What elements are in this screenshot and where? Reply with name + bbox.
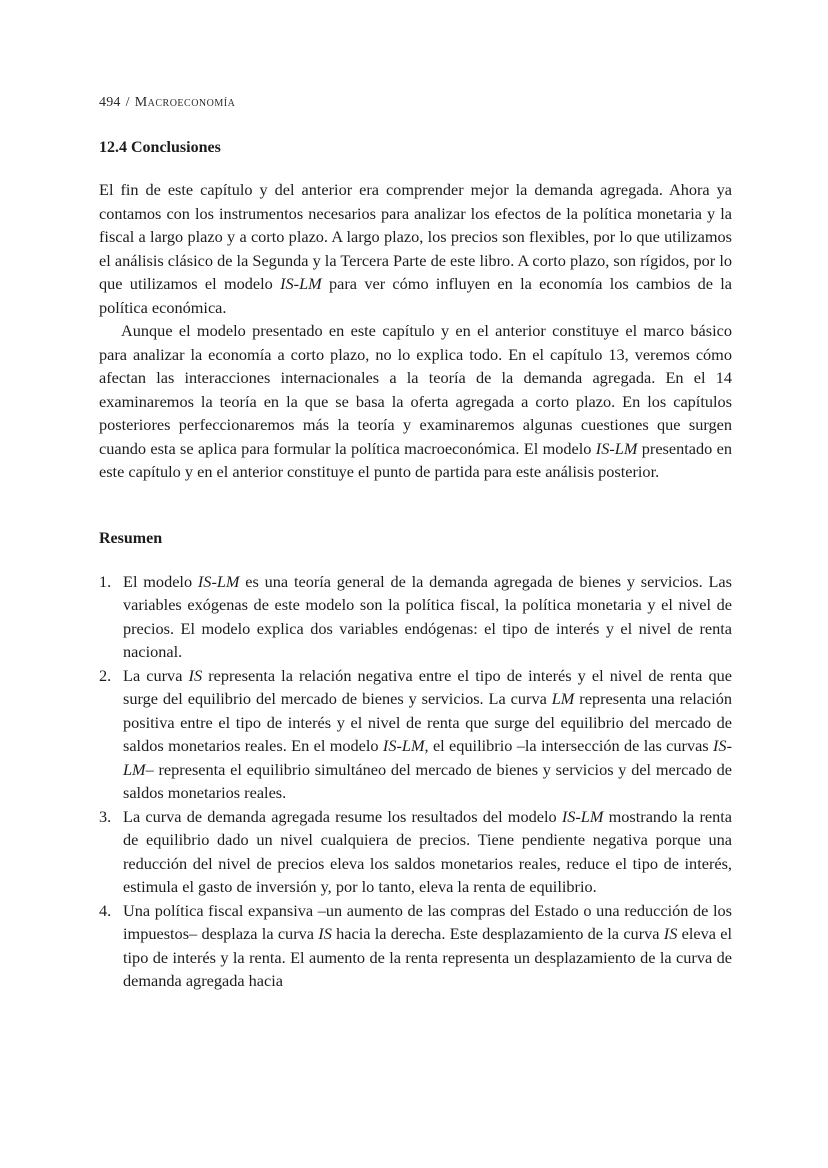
- summary-item: [99, 899, 732, 993]
- header-separator: /: [125, 95, 130, 110]
- italic-term: IS-LM: [123, 736, 732, 779]
- item-number: 4.: [99, 900, 112, 920]
- item-number: 3.: [99, 806, 112, 826]
- book-title: Macroeconomía: [134, 95, 236, 110]
- italic-term: IS: [663, 924, 678, 943]
- summary-item: [99, 570, 732, 664]
- running-head: [99, 93, 732, 113]
- italic-term: IS-LM: [197, 571, 240, 591]
- item-number: 1.: [99, 571, 112, 591]
- item-text: La curva de demanda agregada resume los resultados del modelo IS-LM mostrando la renta de equilibrio dado un nivel cualquiera de precios. Tiene pendiente negativa porque una reducción del nivel de precios eleva los saldos monetarios reales, reduce el tipo de interés, estimula el gasto de inversión y, por lo tanto, eleva la renta de equilibrio.: [123, 806, 732, 896]
- item-text: El modelo IS-LM es una teoría general de la demanda agregada de bienes y servicios. Las variables exógenas de este modelo son la política fiscal, la política monetaria y el nivel de precios. El modelo explica dos variables endógenas: el tipo de interés y el nivel de renta nacional.: [123, 571, 732, 661]
- summary-item: [99, 805, 732, 899]
- italic-term: IS-LM: [280, 274, 322, 293]
- section-title: 12.4 Conclusiones: [99, 139, 221, 156]
- paragraph: El fin de este capítulo y del anterior era comprender mejor la demanda agregada. Ahora ya contamos con los instrumentos necesarios para analizar los efectos de la política monetaria y la fiscal a largo plazo y a corto plazo. A largo plazo, los precios son flexibles, por lo que utilizamos el análisis clásico de la Segunda y la Tercera Parte de este libro. A corto plazo, son rígidos, por lo que utilizamos el modelo IS-LM para ver cómo influyen en la economía los cambios de la política económica.: [99, 180, 732, 317]
- section-body: [99, 178, 732, 484]
- summary-list: [99, 570, 732, 993]
- item-number: 2.: [99, 665, 112, 685]
- italic-term: IS-LM: [382, 736, 425, 755]
- item-text: Una política fiscal expansiva –un aumento de las compras del Estado o una reducción de los impuestos– desplaza la curva IS hacia la derecha. Este desplazamiento de la curva IS eleva el tipo de interés y la renta. El aumento de la renta representa un desplazamiento de la curva de demanda agregada hacia: [123, 900, 733, 990]
- summary-item: [99, 664, 732, 805]
- italic-term: IS: [188, 665, 203, 685]
- summary-title: Resumen: [99, 529, 163, 547]
- italic-term: LM: [551, 689, 575, 708]
- paragraph: Aunque el modelo presentado en este capítulo y en el anterior constituye el marco básico para analizar la economía a corto plazo, no lo explica todo. En el capítulo 13, veremos cómo afectan las interacciones internacionales a la teoría de la demanda agregada. En el 14 examinaremos la teoría en la que se basa la oferta agregada a corto plazo. En los capítulos posteriores perfeccionaremos más la teoría y examinaremos algunas cuestiones que surgen cuando esta se aplica para formular la política macroeconómica. El modelo IS-LM presentado en este capítulo y en el anterior constituye el punto de partida para este análisis posterior.: [99, 321, 733, 481]
- item-text: La curva IS representa la relación negativa entre el tipo de interés y el nivel de renta que surge del equilibrio del mercado de bienes y servicios. La curva LM representa una relación positiva entre el tipo de interés y el nivel de renta que surge del equilibrio del mercado de saldos monetarios reales. En el modelo IS-LM, el equilibrio –la intersección de las curvas IS-LM– representa el equilibrio simultáneo del mercado de bienes y servicios y del mercado de saldos monetarios reales.: [123, 665, 733, 802]
- italic-term: IS-LM: [561, 806, 604, 826]
- italic-term: IS-LM: [595, 438, 638, 458]
- italic-term: IS: [318, 924, 332, 943]
- book-page: [99, 93, 732, 993]
- page-number: 494: [99, 95, 121, 110]
